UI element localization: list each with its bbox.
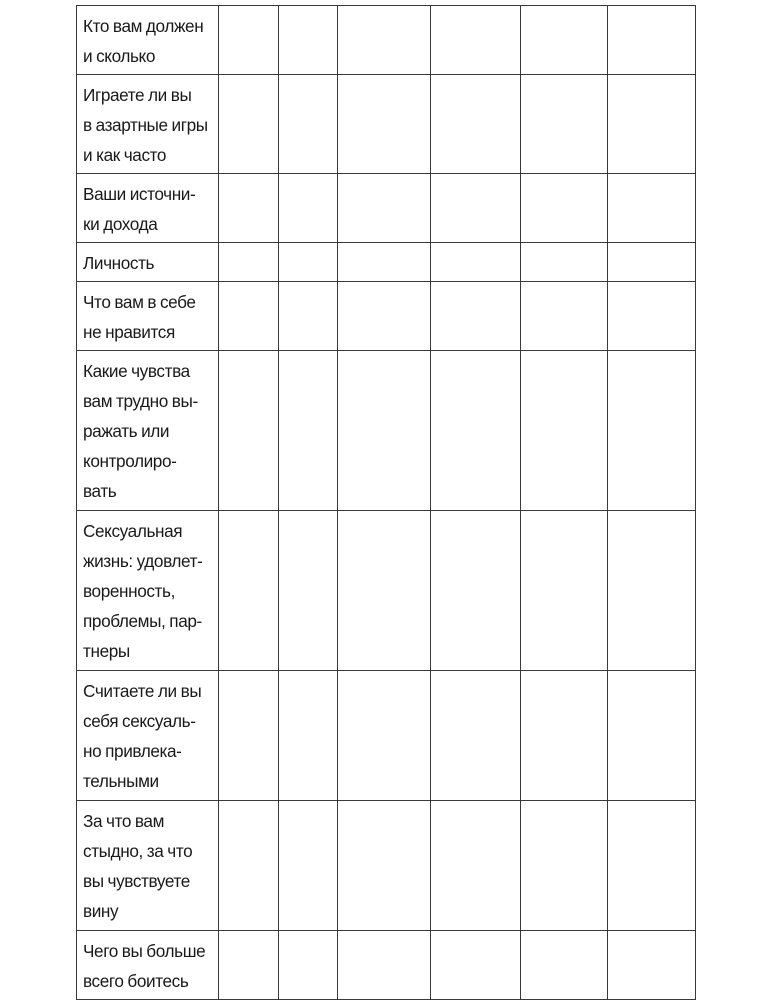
blank-cell[interactable] xyxy=(521,75,608,174)
blank-cell[interactable] xyxy=(219,174,279,243)
blank-cell[interactable] xyxy=(608,6,696,75)
blank-cell[interactable] xyxy=(219,931,279,1000)
blank-cell[interactable] xyxy=(521,282,608,351)
row-label: Ваши источни- ки дохода xyxy=(77,174,219,243)
blank-cell[interactable] xyxy=(279,243,338,282)
blank-cell[interactable] xyxy=(219,6,279,75)
blank-cell[interactable] xyxy=(338,511,431,671)
row-label: Чего вы больше всего боитесь xyxy=(77,931,219,1000)
blank-cell[interactable] xyxy=(279,174,338,243)
blank-cell[interactable] xyxy=(431,931,521,1000)
blank-cell[interactable] xyxy=(338,931,431,1000)
table-row xyxy=(77,243,696,282)
blank-cell[interactable] xyxy=(521,801,608,931)
blank-cell[interactable] xyxy=(521,351,608,511)
blank-cell[interactable] xyxy=(279,75,338,174)
blank-cell[interactable] xyxy=(338,243,431,282)
blank-cell[interactable] xyxy=(431,6,521,75)
row-label: Какие чувства вам трудно вы- ражать или контролиро- вать xyxy=(77,351,219,511)
blank-cell[interactable] xyxy=(608,243,696,282)
table-row xyxy=(77,801,696,931)
blank-cell[interactable] xyxy=(608,931,696,1000)
blank-cell[interactable] xyxy=(431,243,521,282)
blank-cell[interactable] xyxy=(279,671,338,801)
row-label: Что вам в себе не нравится xyxy=(77,282,219,351)
blank-cell[interactable] xyxy=(279,931,338,1000)
blank-cell[interactable] xyxy=(608,351,696,511)
blank-cell[interactable] xyxy=(279,282,338,351)
blank-cell[interactable] xyxy=(279,511,338,671)
blank-cell[interactable] xyxy=(608,75,696,174)
blank-cell[interactable] xyxy=(279,351,338,511)
blank-cell[interactable] xyxy=(521,511,608,671)
table-row xyxy=(77,282,696,351)
blank-cell[interactable] xyxy=(431,351,521,511)
blank-cell[interactable] xyxy=(338,6,431,75)
blank-cell[interactable] xyxy=(338,351,431,511)
blank-cell[interactable] xyxy=(219,511,279,671)
blank-cell[interactable] xyxy=(338,801,431,931)
blank-cell[interactable] xyxy=(431,511,521,671)
blank-cell[interactable] xyxy=(521,671,608,801)
blank-cell[interactable] xyxy=(608,801,696,931)
row-label: Личность xyxy=(77,243,219,282)
table-row xyxy=(77,6,696,75)
row-label: Кто вам должен и сколько xyxy=(77,6,219,75)
table-body xyxy=(77,6,696,1000)
blank-cell[interactable] xyxy=(219,351,279,511)
row-label: Сексуальная жизнь: удовлет- воренность, проблемы, пар- тнеры xyxy=(77,511,219,671)
table-row xyxy=(77,511,696,671)
blank-cell[interactable] xyxy=(521,243,608,282)
blank-cell[interactable] xyxy=(219,671,279,801)
blank-cell[interactable] xyxy=(338,671,431,801)
blank-cell[interactable] xyxy=(608,174,696,243)
blank-cell[interactable] xyxy=(431,75,521,174)
blank-cell[interactable] xyxy=(338,174,431,243)
blank-cell[interactable] xyxy=(431,282,521,351)
questionnaire-table xyxy=(76,5,696,1000)
row-label: За что вам стыдно, за что вы чувствуете вину xyxy=(77,801,219,931)
blank-cell[interactable] xyxy=(608,282,696,351)
blank-cell[interactable] xyxy=(521,931,608,1000)
blank-cell[interactable] xyxy=(219,282,279,351)
blank-cell[interactable] xyxy=(431,801,521,931)
blank-cell[interactable] xyxy=(279,6,338,75)
blank-cell[interactable] xyxy=(431,174,521,243)
table-row xyxy=(77,75,696,174)
blank-cell[interactable] xyxy=(521,174,608,243)
blank-cell[interactable] xyxy=(219,75,279,174)
blank-cell[interactable] xyxy=(219,801,279,931)
blank-cell[interactable] xyxy=(338,75,431,174)
blank-cell[interactable] xyxy=(608,671,696,801)
blank-cell[interactable] xyxy=(521,6,608,75)
blank-cell[interactable] xyxy=(608,511,696,671)
blank-cell[interactable] xyxy=(279,801,338,931)
blank-cell[interactable] xyxy=(431,671,521,801)
table-row xyxy=(77,671,696,801)
table-row xyxy=(77,931,696,1000)
table-row xyxy=(77,351,696,511)
table-row xyxy=(77,174,696,243)
blank-cell[interactable] xyxy=(219,243,279,282)
row-label: Играете ли вы в азартные игры и как часто xyxy=(77,75,219,174)
blank-cell[interactable] xyxy=(338,282,431,351)
row-label: Считаете ли вы себя сексуаль- но привлека- тельными xyxy=(77,671,219,801)
